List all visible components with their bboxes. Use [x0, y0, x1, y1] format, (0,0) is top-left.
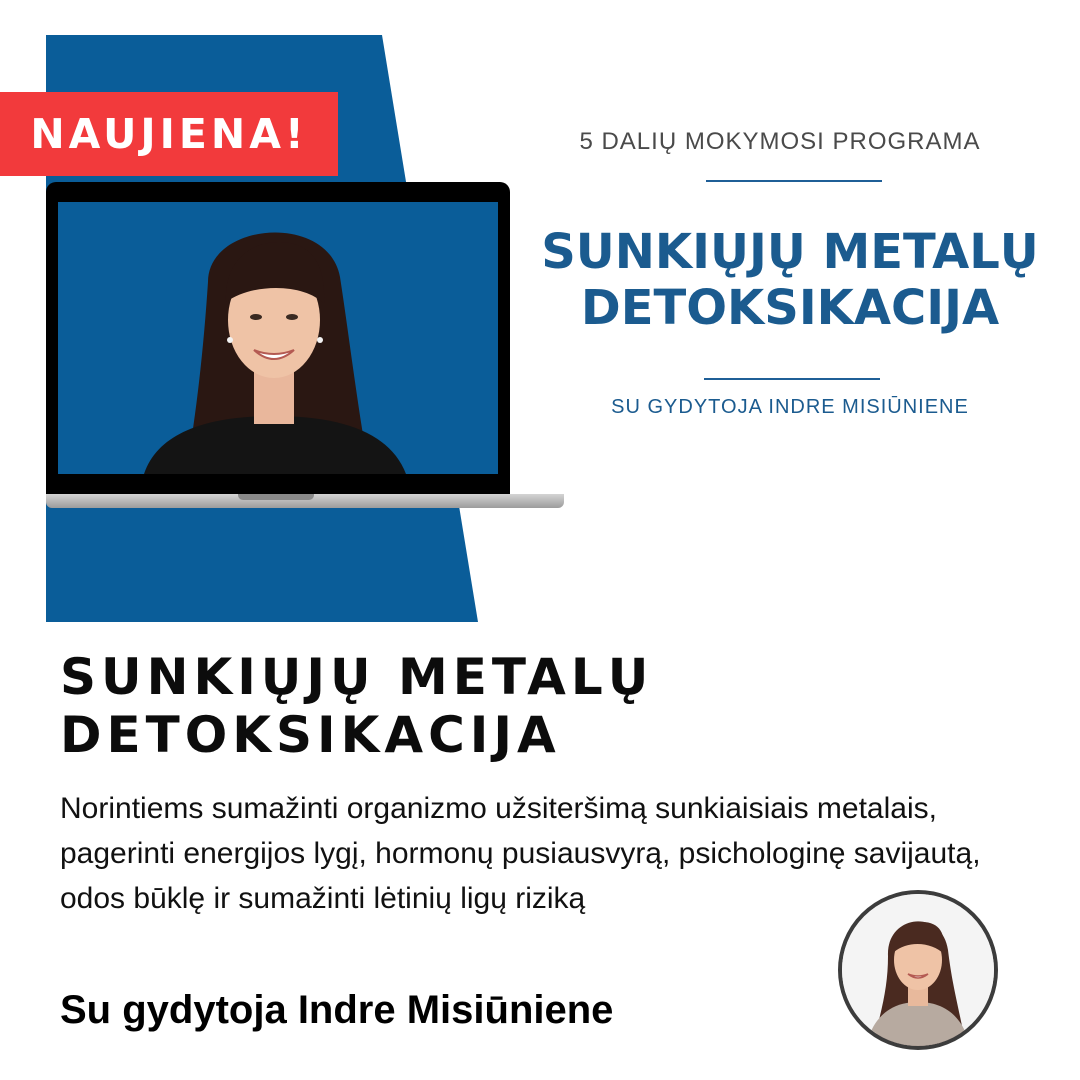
top-divider [706, 180, 882, 182]
main-title [60, 648, 820, 764]
hero-title-line1: SUNKIŲJŲ METALŲ [541, 224, 1039, 280]
bottom-divider [704, 378, 880, 380]
main-title-line2: DETOKSIKACIJA [60, 706, 561, 764]
avatar-photo [842, 894, 994, 1046]
laptop-screen-frame [46, 182, 510, 494]
hero-title [520, 224, 1060, 336]
laptop-screen [58, 202, 498, 474]
program-subtitle: 5 DALIŲ MOKYMOSI PROGRAMA [579, 128, 981, 155]
main-title-line1: SUNKIŲJŲ METALŲ [60, 648, 654, 706]
laptop-notch [238, 494, 314, 500]
doctor-name: Su gydytoja Indre Misiūniene [60, 988, 614, 1032]
new-badge: NAUJIENA! [0, 92, 338, 176]
program-description: Norintiems sumažinti organizmo užsiteršimą sunkiaisiais metalais, pagerinti energijos lygį, hormonų pusiausvyrą, psichologinę savijautą, odos būklę ir sumažinti lėtinių ligų riziką [60, 792, 981, 915]
laptop-mockup [46, 182, 564, 512]
doctor-avatar [838, 890, 998, 1050]
hero-doctor-subtitle: SU GYDYTOJA INDRE MISIŪNIENE [611, 396, 969, 418]
hero-title-line2: DETOKSIKACIJA [580, 280, 1000, 336]
instructor-photo [58, 202, 498, 474]
